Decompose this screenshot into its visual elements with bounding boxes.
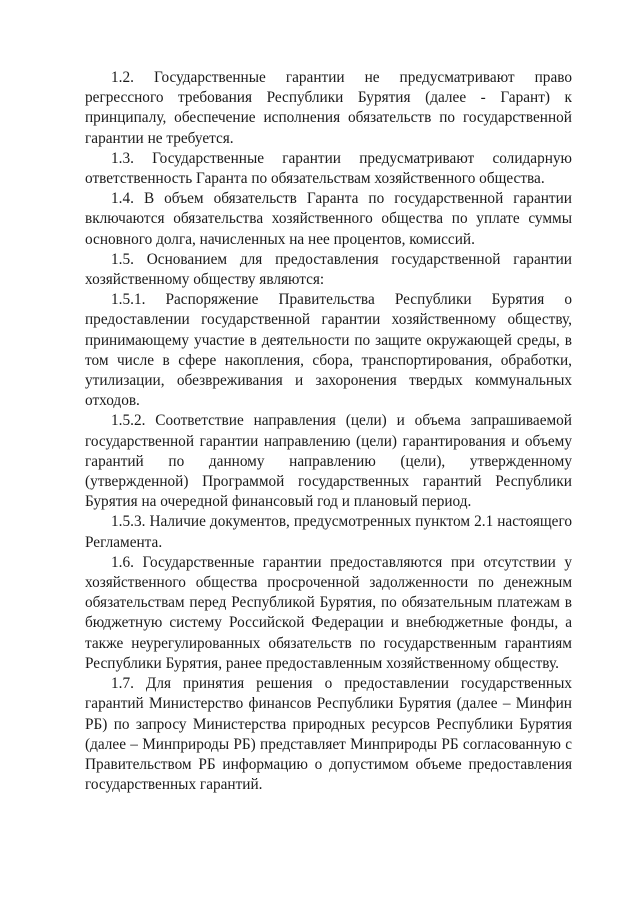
paragraph-1-5-3: 1.5.3. Наличие документов, предусмотренных пунктом 2.1 настоящего Регламента. — [85, 513, 572, 551]
paragraph-1-5: 1.5. Основанием для предоставления государственной гарантии хозяйственному обществу являются: — [85, 250, 572, 289]
paragraph-1-3: 1.3. Государственные гарантии предусматривают солидарную ответственность Гаранта по обязательствам хозяйственного общества. — [85, 149, 572, 188]
document-body — [85, 68, 572, 795]
paragraph-1-5-2: 1.5.2. Соответствие направления (цели) и объема запрашиваемой государственной гарантии направлению (цели) гарантирования и объему гарантий по данному направлению (цели), утвержденному (утвержденной) Программой государственных гарантий Республики Бурятия на очередной финансовый год и плановый период. — [85, 412, 572, 511]
paragraph-1-2: 1.2. Государственные гарантии не предусматривают право регрессного требования Республики Бурятия (далее - Гарант) к принципалу, обеспечение исполнения обязательств по государственной гарантии не требуется. — [85, 69, 572, 147]
paragraph-1-7: 1.7. Для принятия решения о предоставлении государственных гарантий Министерство финансов Республики Бурятия (далее – Минфин РБ) по запросу Министерства природных ресурсов Республики Бурятия (далее – Минприроды РБ) представляет Минприроды РБ согласованную с Правительством РБ информацию о допустимом объеме предоставления государственных гарантий. — [85, 675, 572, 794]
paragraph-1-6: 1.6. Государственные гарантии предоставляются при отсутствии у хозяйственного общества просроченной задолженности по денежным обязательствам перед Республикой Бурятия, по обязательным платежам в бюджетную систему Российской Федерации и внебюджетные фонды, а также неурегулированных обязательств по государственным гарантиям Республики Бурятия, ранее предоставленным хозяйственному обществу. — [85, 553, 572, 672]
paragraph-1-5-1: 1.5.1. Распоряжение Правительства Республики Бурятия о предоставлении государственной гарантии хозяйственному обществу, принимающему участие в деятельности по защите окружающей среды, в том числе в сфере накопления, сбора, транспортирования, обработки, утилизации, обезвреживания и захоронения твердых коммунальных отходов. — [85, 291, 572, 410]
paragraph-1-4: 1.4. В объем обязательств Гаранта по государственной гарантии включаются обязательства хозяйственного общества по уплате суммы основного долга, начисленных на нее процентов, комиссий. — [85, 190, 572, 248]
